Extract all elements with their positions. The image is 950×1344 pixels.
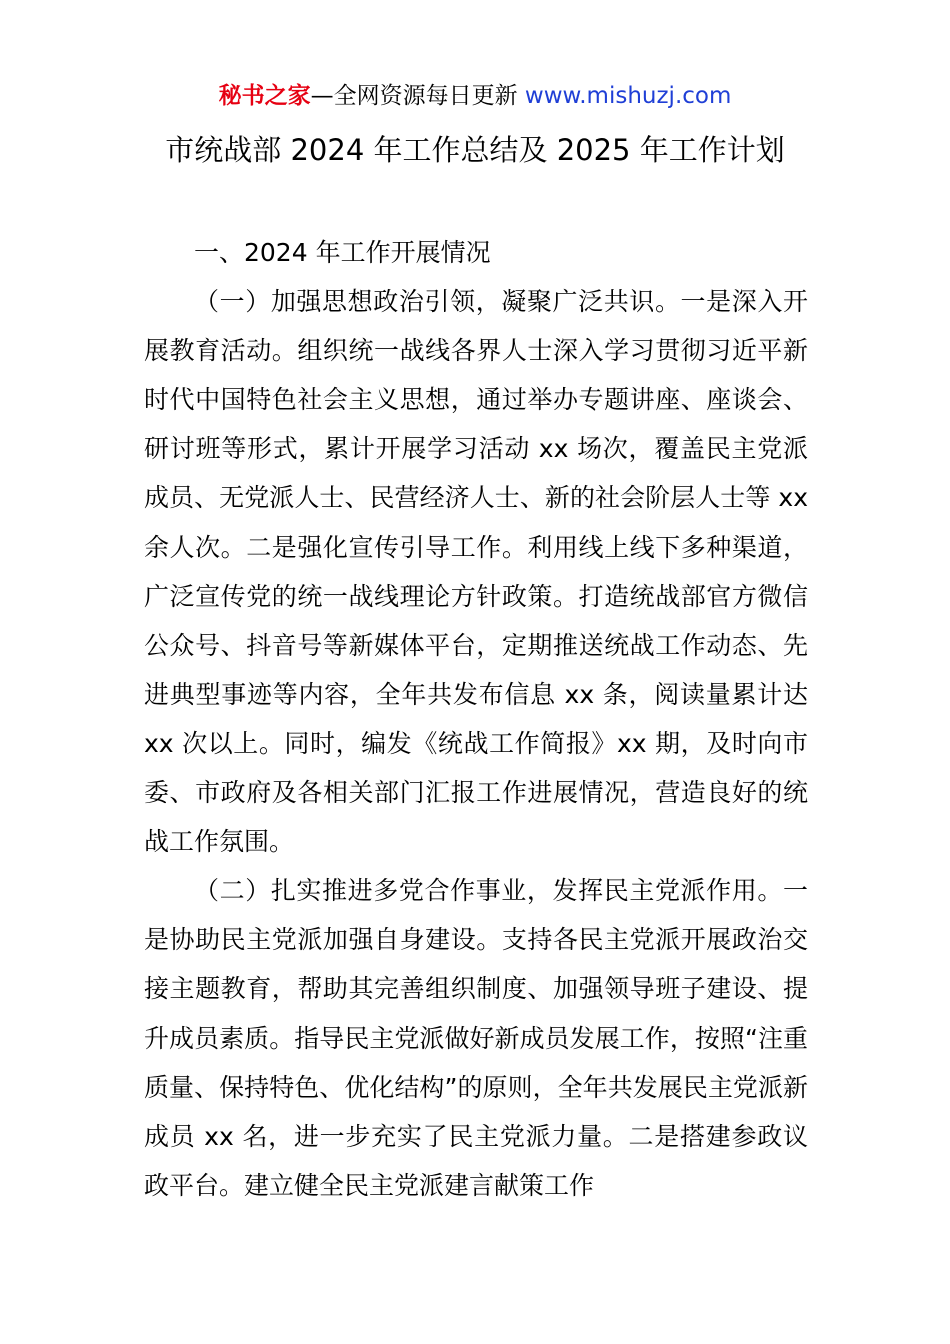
site-slogan: —全网资源每日更新 [310,83,518,109]
body-paragraph-2: （二）扎实推进多党合作事业，发挥民主党派作用。一是协助民主党派加强自身建设。支持各民主党派开展政治交接主题教育，帮助其完善组织制度、加强领导班子建设、提升成员素质。指导民主党派做好新成员发展工作，按照“注重质量、保持特色、优化结构”的原则，全年共发展民主党派新成员 xx 名，进一步充实了民主党派力量。二是搭建参政议政平台。建立健全民主党派建言献策工作 [144,876,808,1200]
site-brand: 秘书之家 [218,83,311,109]
site-url-link[interactable]: www.mishuzj.com [524,83,732,109]
site-header [0,80,950,112]
document-title: 市统战部 2024 年工作总结及 2025 年工作计划 [165,133,785,167]
section-heading: 一、2024 年工作开展情况 [194,238,491,267]
body-paragraph-1: （一）加强思想政治引领，凝聚广泛共识。一是深入开展教育活动。组织统一战线各界人士深入学习贯彻习近平新时代中国特色社会主义思想，通过举办专题讲座、座谈会、研讨班等形式，累计开展学习活动 xx 场次，覆盖民主党派成员、无党派人士、民营经济人士、新的社会阶层人士等 xx 余人次。二是强化宣传引导工作。利用线上线下多种渠道，广泛宣传党的统一战线理论方针政策。打造统战部官方微信公众号、抖音号等新媒体平台，定期推送统战工作动态、先进典型事迹等内容，全年共发布信息 xx 条，阅读量累计达 xx 次以上。同时，编发《统战工作简报》xx 期，及时向市委、市政府及各相关部门汇报工作进展情况，营造良好的统战工作氛围。 [144,287,808,857]
document-body [144,228,808,1210]
